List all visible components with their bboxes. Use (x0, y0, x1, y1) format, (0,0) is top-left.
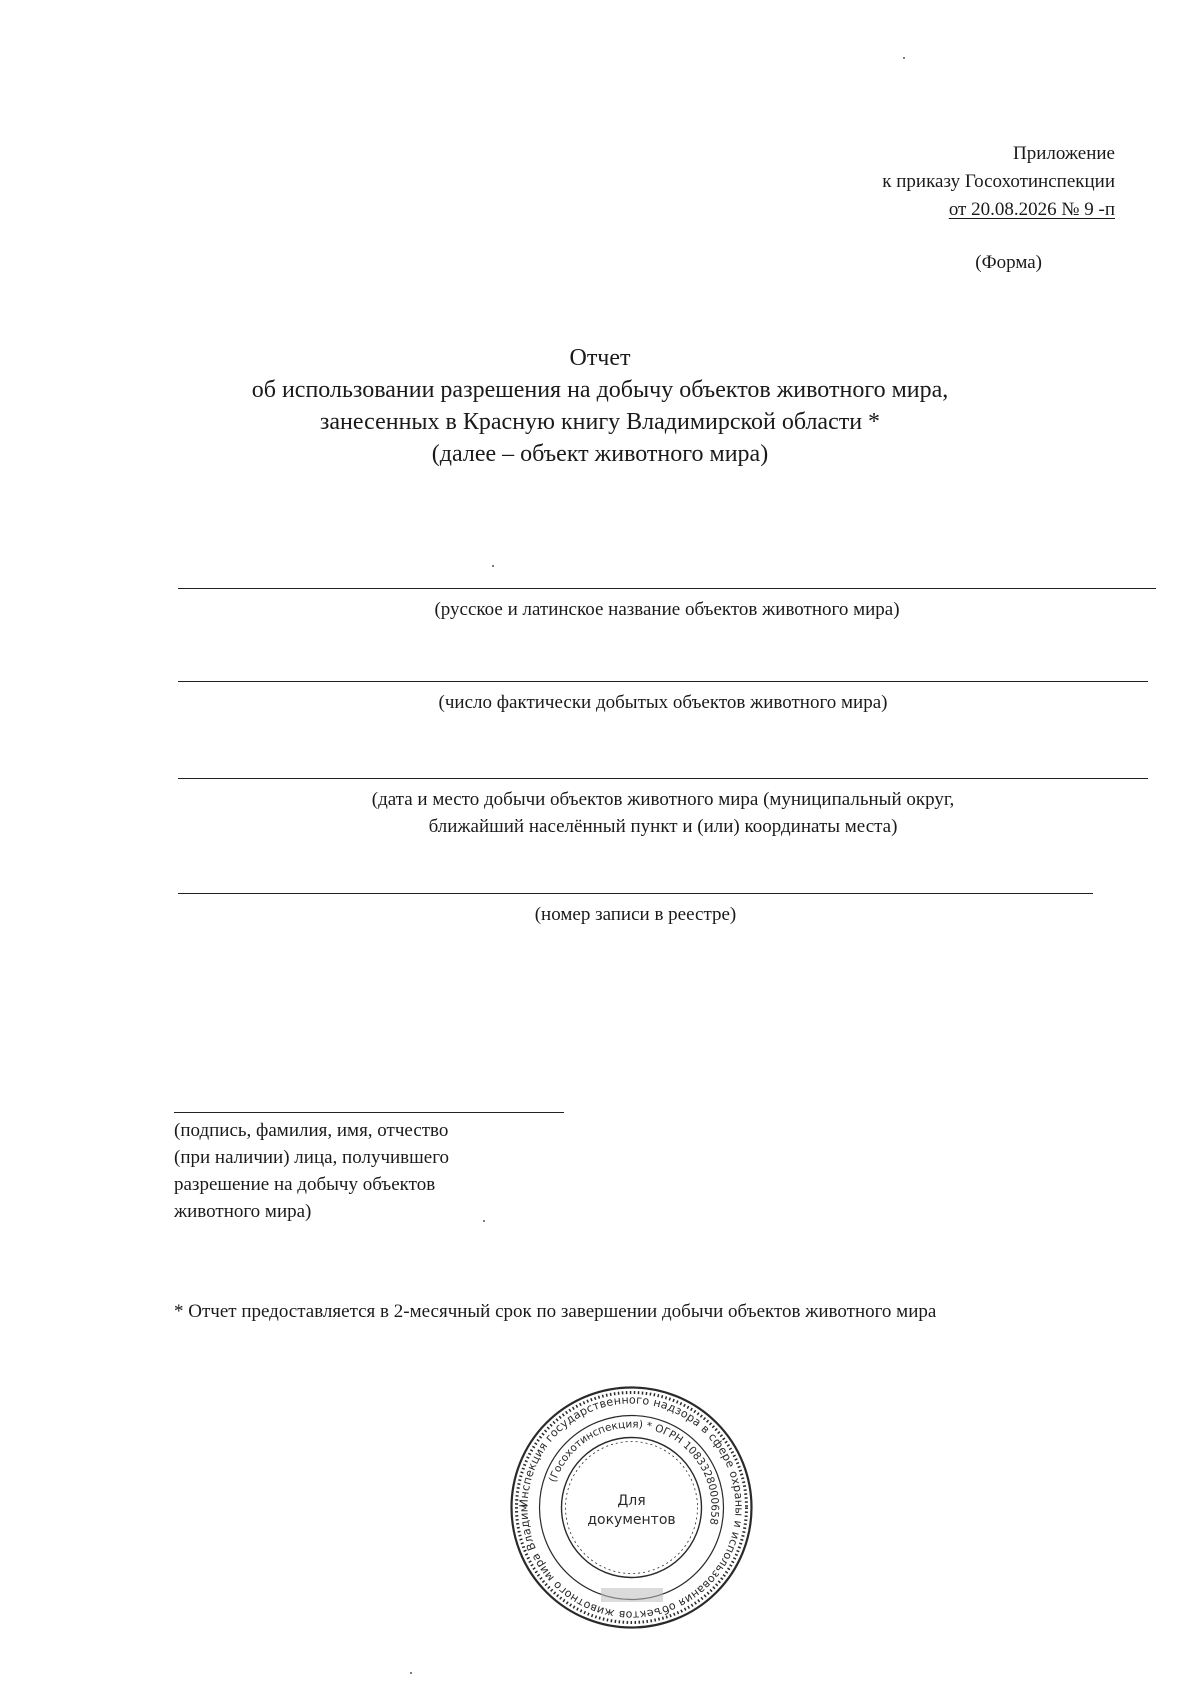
seal-graphic (509, 1385, 754, 1630)
order-date-number: от 20.08.2026 № 9 -п (948, 199, 1115, 220)
signature-caption (174, 1117, 544, 1225)
appendix-header (882, 140, 1115, 224)
appendix-label: Приложение (1013, 143, 1115, 164)
seal-scan-smudge (601, 1588, 663, 1602)
seal-inner-textpath: (Госохотинспекция) * ОГРН 1083328000658 (546, 1418, 721, 1526)
species-name-line (178, 588, 1156, 589)
species-name-caption: (русское и латинское название объектов животного мира) (434, 599, 900, 620)
official-seal (509, 1385, 754, 1630)
count-caption: (число фактически добытых объектов животного мира) (438, 692, 888, 713)
scan-speck (410, 1672, 412, 1674)
registry-number-caption: (номер записи в реестре) (534, 904, 737, 925)
title-line-3: (далее – объект животного мира) (431, 441, 769, 467)
order-reference: к приказу Госохотинспекции (882, 171, 1115, 192)
count-field (178, 681, 1148, 716)
scan-speck (492, 565, 494, 567)
signature-line (174, 1112, 564, 1113)
signature-caption-line-3: разрешение на добычу объектов (174, 1174, 436, 1195)
footnote: * Отчет предоставляется в 2-месячный срок по завершении добычи объектов животного мира (174, 1301, 937, 1322)
scan-speck (903, 57, 905, 59)
date-place-line (178, 778, 1148, 779)
title-line-2: занесенных в Красную книгу Владимирской области * (319, 409, 881, 435)
registry-number-line (178, 893, 1093, 894)
date-place-caption-line-2: ближайший населённый пункт и (или) координаты места) (428, 816, 898, 837)
title-heading: Отчет (569, 345, 631, 371)
date-place-caption-line-1: (дата и место добычи объектов животного мира (муниципальный округ, (371, 789, 955, 810)
form-label: (Форма) (975, 252, 1042, 273)
count-line (178, 681, 1148, 682)
species-name-field (178, 588, 1156, 623)
signature-caption-line-2: (при наличии) лица, получившего (174, 1147, 450, 1168)
seal-center-line-2: документов (587, 1512, 676, 1528)
signature-block (174, 1112, 564, 1225)
registry-number-field (178, 893, 1093, 928)
seal-center-line-1: Для (617, 1493, 646, 1509)
date-place-field (178, 778, 1148, 840)
document-title (150, 342, 1050, 470)
signature-caption-line-1: (подпись, фамилия, имя, отчество (174, 1120, 449, 1141)
date-place-caption (178, 786, 1148, 840)
seal-inner-text (547, 1418, 721, 1525)
signature-caption-line-4: животного мира) (174, 1201, 312, 1222)
seal-outer-textpath: Инспекция государственного надзора в сфере охраны и использования объектов животного мира Владим (517, 1393, 746, 1622)
title-line-1: об использовании разрешения на добычу объектов животного мира, (251, 377, 949, 403)
scan-speck (483, 1220, 485, 1222)
